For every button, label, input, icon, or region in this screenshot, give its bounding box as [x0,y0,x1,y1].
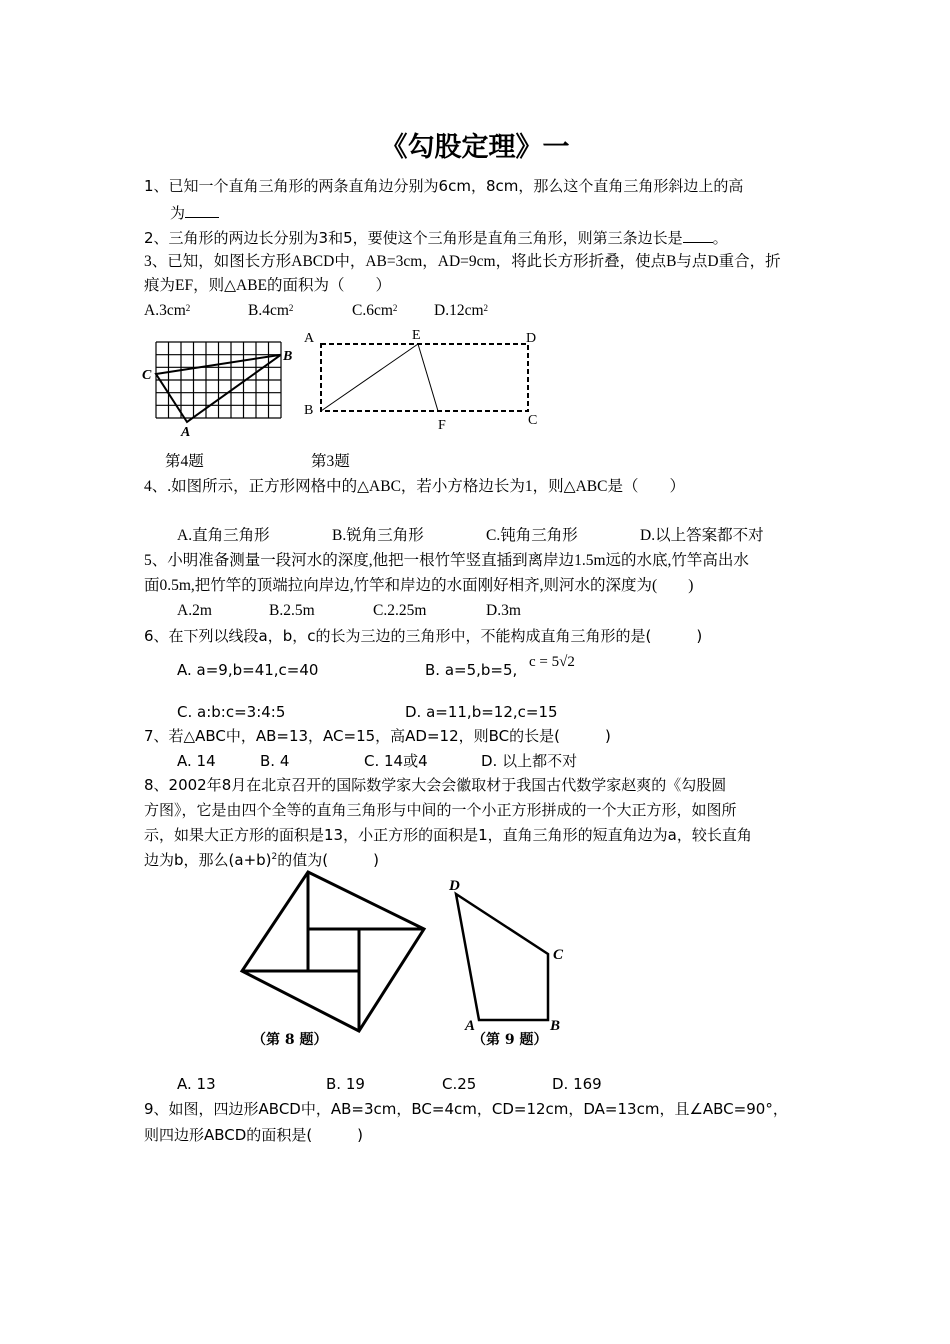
q8-line1: 8、2002年8月在北京召开的国际数学家大会会徽取材于我国古代数学家赵爽的《勾股圆 [144,776,727,794]
q5-option-a: A.2m [177,602,212,619]
q9-line1: 9、如图，四边形ABCD中，AB=3cm，BC=4cm，CD=12cm，DA=13cm，且∠ABC=90°， [144,1100,788,1118]
q4-text: 4、.如图所示，正方形网格中的△ABC，若小方格边长为1，则△ABC是（ ） [144,478,685,495]
q6-text: 6、在下列以线段a，b，c的长为三边的三角形中，不能构成直角三角形的是( ) [144,627,703,645]
q8-line3: 示，如果大正方形的面积是13，小正方形的面积是1，直角三角形的短直角边为a，较长直角 [144,826,752,844]
rect-label-f: F [438,418,446,433]
q8-square-figure [235,865,435,1055]
grid-label-a: A [181,425,191,440]
q4-option-b: B.锐角三角形 [332,527,424,544]
q7-option-c: C. 14或4 [364,752,428,770]
q3-option-d-label: D.12cm [434,302,484,319]
q9-line2: 则四边形ABCD的面积是( ) [144,1126,364,1144]
q3-option-d-sup: 2 [483,303,489,313]
fig9-label-c: C [553,947,564,963]
q3-rectangle-figure [300,323,550,435]
caption-fig9: （第 9 题） [472,1032,548,1048]
q5-option-d: D.3m [486,602,521,619]
rectangle-abcd [321,344,528,411]
q2-end: 。 [712,229,728,247]
fig9-label-a: A [465,1018,476,1034]
q8-line2: 方图》，它是由四个全等的直角三角形与中间的一个小正方形拼成的一个大正方形，如图所 [144,801,737,819]
q6-option-d: D. a=11,b=12,c=15 [405,703,558,721]
rect-label-d: D [526,331,537,346]
caption-fig8: （第 8 题） [252,1032,328,1048]
q1-line2-text: 为 [170,204,186,222]
q5-option-c: C.2.25m [373,602,427,619]
fold-line-ef [418,344,438,411]
q3-line2: 痕为EF，则△ABE的面积为（ ） [144,277,392,294]
q6-option-b-formula: c = 5√2 [529,654,575,670]
q3-option-c-sup: 2 [392,303,398,313]
q3-option-a-sup: 2 [185,303,191,313]
q1-line1: 1、已知一个直角三角形的两条直角边分别为6cm，8cm，那么这个直角三角形斜边上的高 [144,177,744,195]
q3-option-d [434,301,488,321]
page-title: 《勾股定理》一 [380,132,570,163]
q8-option-a: A. 13 [177,1075,216,1093]
q6-option-b: B. a=5,b=5, [425,661,518,679]
grid-label-c: C [142,368,152,383]
q6-option-a: A. a=9,b=41,c=40 [177,661,319,679]
rect-label-e: E [412,328,421,343]
segment-be [321,344,418,411]
q4-option-c: C.钝角三角形 [486,527,578,544]
q3-option-c [352,301,397,321]
q5-line2: 面0.5m,把竹竿的顶端拉向岸边,竹竿和岸边的水面刚好相齐,则河水的深度为( ) [144,577,694,594]
q4-option-a: A.直角三角形 [177,527,270,544]
q1-answer-blank [185,202,219,218]
q1-line2 [170,202,219,223]
fig9-label-b: B [550,1018,561,1034]
q9-quadrilateral-figure [440,870,580,1040]
q8-line4-sup: 2 [271,852,278,862]
q7-option-a: A. 14 [177,752,216,770]
q3-option-b-sup: 2 [288,303,294,313]
q3-line1: 3、已知，如图长方形ABCD中，AB=3cm，AD=9cm，将此长方形折叠，使点B与点D重合，折 [144,253,781,270]
q8-option-b: B. 19 [326,1075,365,1093]
q2-text: 2、三角形的两边长分别为3和5，要使这个三角形是直角三角形，则第三条边长是 [144,229,683,247]
q2-answer-blank [683,227,713,243]
fig9-label-d: D [449,878,460,894]
outer-square [242,872,424,1031]
q7-text: 7、若△ABC中，AB=13，AC=15，高AD=12，则BC的长是( ) [144,727,611,745]
q8-option-d: D. 169 [552,1075,602,1093]
q5-line1: 5、小明准备测量一段河水的深度,他把一根竹竿竖直插到离岸边1.5m远的水底,竹竿高出水 [144,552,749,569]
q4-grid-figure [140,330,300,440]
q6-option-c: C. a:b:c=3:4:5 [177,703,286,721]
rect-label-a: A [304,331,315,346]
q3-option-a [144,301,190,321]
q7-option-b: B. 4 [260,752,290,770]
q3-option-b-label: B.4cm [248,302,289,319]
q7-option-d: D. 以上都不对 [481,752,578,770]
caption-q4: 第4题 [165,453,204,470]
q5-option-b: B.2.5m [269,602,315,619]
q8-line4-post: 的值为( ) [277,851,379,869]
q8-option-c: C.25 [442,1075,477,1093]
grid-lines [156,342,281,418]
q8-line4-pre: 边为b，那么(a+b) [144,851,272,869]
caption-q3: 第3题 [311,453,350,470]
quadrilateral-abcd [456,894,548,1020]
q3-option-b [248,301,293,321]
rect-label-b: B [304,403,314,418]
q3-option-c-label: C.6cm [352,302,393,319]
grid-label-b: B [283,349,293,364]
q3-option-a-label: A.3cm [144,302,186,319]
q2-line [144,227,728,248]
rect-label-c: C [528,413,538,428]
q4-option-d: D.以上答案都不对 [640,527,764,544]
